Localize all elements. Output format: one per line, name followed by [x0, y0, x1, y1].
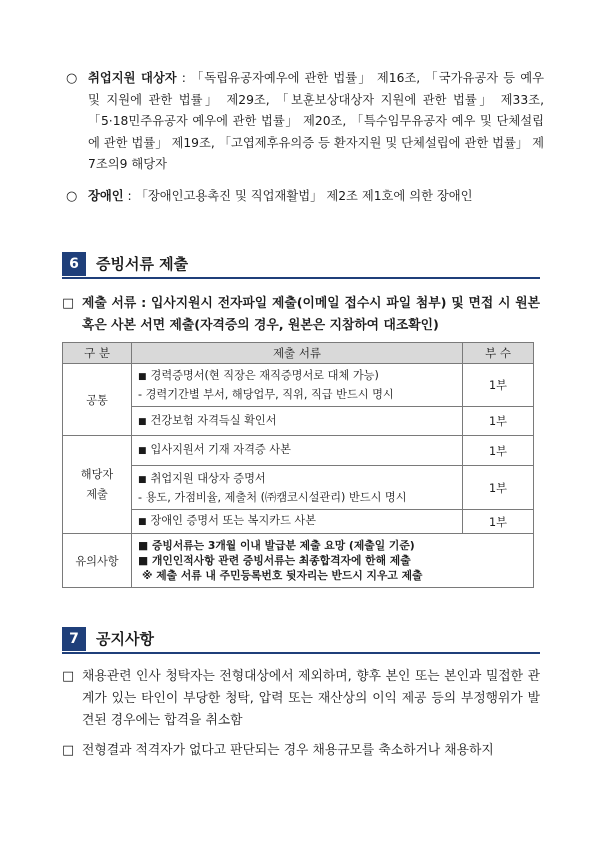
document-detail: - 용도, 가점비율, 제출처 (㈜캠코시설관리) 반드시 명시	[138, 490, 407, 504]
section-number: 6	[62, 252, 86, 276]
notice-paragraph	[62, 666, 540, 732]
section-number: 7	[62, 627, 86, 651]
note-line: ■ 증빙서류는 3개월 이내 발급분 제출 요망 (제출일 기준)	[138, 539, 415, 552]
document-name: 건강보험 자격득실 확인서	[150, 413, 277, 427]
group-applicable-line2: 제출	[86, 487, 108, 501]
table-row	[63, 436, 534, 466]
table-header-row	[63, 343, 534, 364]
eligibility-text: : 「독립유공자예우에 관한 법률」 제16조, 「국가유공자 등 예우 및 지원에 관한 법률」 제29조, 「보훈보상대상자 지원에 관한 법률」 제33조, 「5·18민주유공자 예우에 관한 법률」 제20조, 「특수임무유공자 예우 및 단체설립에 관한 법률」 제19조, 「고엽제후유의증 등 환자지원 및 단체설립에 관한 법률」 제7조의9 해당자	[88, 71, 544, 171]
square-icon: ■	[138, 446, 147, 456]
notice-text: 채용관련 인사 청탁자는 전형대상에서 제외하며, 향후 본인 또는 본인과 밀접한 관계가 있는 타인이 부당한 청탁, 압력 또는 재산상의 이익 제공 등의 부정행위가 발견된 경우에는 합격을 취소함	[82, 669, 540, 728]
square-icon: ■	[138, 474, 147, 485]
document-detail: - 경력기간별 부서, 해당업무, 직위, 직급 반드시 명시	[138, 388, 394, 401]
eligibility-paragraph	[66, 68, 544, 176]
section-rule	[62, 652, 540, 654]
table-row	[63, 510, 534, 534]
document-cell	[132, 466, 463, 510]
document-name: 장애인 증명서 또는 복지카드 사본	[150, 514, 317, 527]
section-7-header	[62, 627, 540, 651]
submission-intro-text: 제출 서류 : 입사지원시 전자파일 제출(이메일 접수시 파일 첨부) 및 면접 시 원본 혹은 사본 서면 제출(자격증의 경우, 원본은 지참하여 대조확인)	[82, 296, 540, 333]
square-bullet-icon: □	[62, 296, 75, 311]
eligibility-label: 취업지원 대상자	[88, 71, 177, 85]
section-rule	[62, 277, 540, 279]
section-6-header	[62, 252, 540, 276]
header-count: 부 수	[463, 343, 534, 364]
document-cell	[132, 364, 463, 407]
notes-cell	[132, 534, 534, 588]
count-cell: 1부	[463, 436, 534, 466]
disabled-text: : 「장애인고용촉진 및 직업재활법」 제2조 제1호에 의한 장애인	[123, 189, 473, 203]
square-icon: ■	[138, 372, 147, 382]
table-row	[63, 534, 534, 588]
documents-table	[62, 342, 534, 588]
disabled-paragraph	[66, 186, 544, 208]
square-bullet-icon: □	[62, 743, 75, 758]
note-line: ※ 제출 서류 내 주민등록번호 뒷자리는 반드시 지우고 제출	[142, 569, 423, 582]
circle-bullet-icon: ○	[66, 189, 78, 204]
note-line: ■ 개인인적사항 관련 증빙서류는 최종합격자에 한해 제출	[138, 554, 411, 567]
notice-text: 전형결과 적격자가 없다고 판단되는 경우 채용규모를 축소하거나 채용하지	[82, 743, 494, 758]
section-title: 공지사항	[96, 630, 154, 648]
square-icon: ■	[138, 517, 147, 527]
document-cell	[132, 436, 463, 466]
square-bullet-icon: □	[62, 669, 75, 684]
group-notes: 유의사항	[63, 534, 132, 588]
document-cell	[132, 510, 463, 534]
table-row	[63, 466, 534, 510]
table-row	[63, 364, 534, 407]
group-common: 공통	[63, 364, 132, 436]
document-name: 취업지원 대상자 증명서	[150, 471, 266, 485]
square-icon: ■	[138, 416, 147, 427]
count-cell: 1부	[463, 364, 534, 407]
submission-intro	[62, 293, 540, 337]
document-cell	[132, 407, 463, 436]
notice-paragraph	[62, 740, 540, 762]
group-applicable-line1: 해당자	[80, 467, 114, 481]
header-documents: 제출 서류	[132, 343, 463, 364]
document-name: 입사지원서 기재 자격증 사본	[150, 443, 291, 456]
count-cell: 1부	[463, 466, 534, 510]
group-applicable	[63, 436, 132, 534]
table-row	[63, 407, 534, 436]
document-name: 경력증명서(현 직장은 재직증명서로 대체 가능)	[150, 369, 379, 382]
disabled-label: 장애인	[88, 189, 124, 203]
count-cell: 1부	[463, 510, 534, 534]
header-category: 구 분	[63, 343, 132, 364]
circle-bullet-icon: ○	[66, 71, 78, 86]
section-title: 증빙서류 제출	[96, 255, 189, 273]
count-cell: 1부	[463, 407, 534, 436]
